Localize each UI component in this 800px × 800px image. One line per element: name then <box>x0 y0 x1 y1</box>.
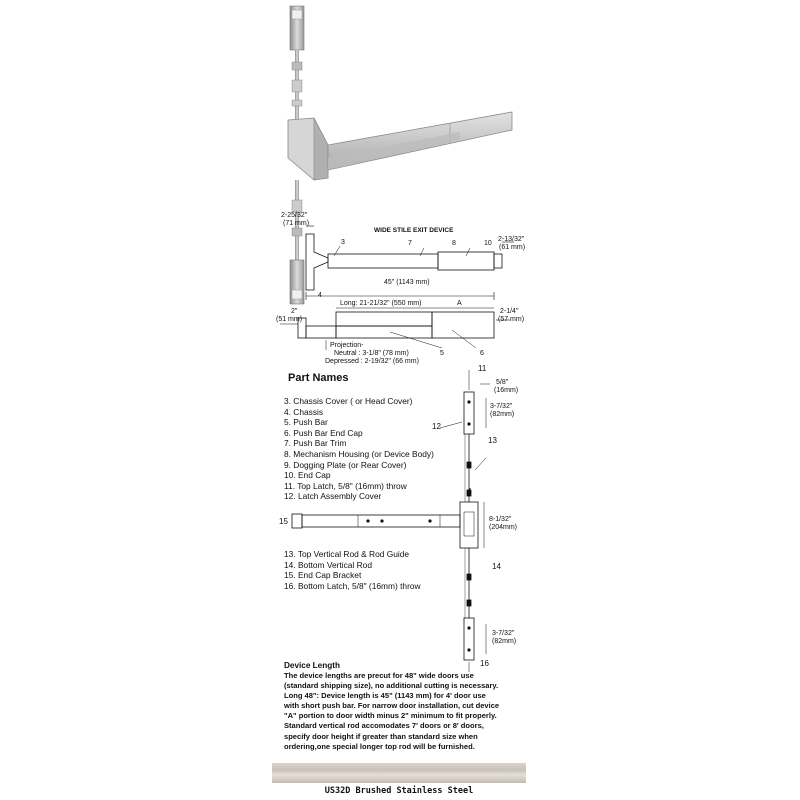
callout-11: 11 <box>478 364 487 373</box>
top-view-dim-left: 2-25/32" <box>281 212 308 219</box>
callout-5: 5 <box>440 350 444 357</box>
part-item: 4. Chassis <box>284 406 324 417</box>
device-length-line: (standard shipping size), no additional cutting is necessary. <box>284 681 499 691</box>
top-view-dim-right: 2-13/32" <box>498 236 525 243</box>
device-length-heading: Device Length <box>284 661 340 670</box>
top-view-dim-left-mm: (71 mm) <box>283 220 310 227</box>
callout-13: 13 <box>488 436 497 445</box>
top-latch-photo <box>290 6 304 50</box>
side-view-dim-long: Long: 21-21/32" (550 mm) <box>340 300 422 307</box>
side-view-dim-right-mm: (57 mm) <box>498 316 525 323</box>
top-view-dim-length: 45" (1143 mm) <box>384 279 430 286</box>
side-view-dim-left-mm: (51 mm) <box>276 316 303 323</box>
part-item: 11. Top Latch, 5/8" (16mm) throw <box>284 480 407 491</box>
exit-device-photo <box>288 112 512 180</box>
top-view-title: WIDE STILE EXIT DEVICE <box>374 227 454 234</box>
dim-throw-top-mm: (16mm) <box>494 387 519 394</box>
finish-swatch <box>272 763 526 783</box>
callout-15: 15 <box>279 517 288 526</box>
finish-label: US32D Brushed Stainless Steel <box>324 786 474 796</box>
callout-16: 16 <box>480 659 489 668</box>
side-view-dim-left: 2" <box>291 308 298 315</box>
part-item: 7. Push Bar Trim <box>284 438 347 449</box>
part-item: 3. Chassis Cover ( or Head Cover) <box>284 396 413 406</box>
part-item: 10. End Cap <box>284 470 331 481</box>
dim-bottom-latch-mm: (82mm) <box>492 638 517 645</box>
part-item: 5. Push Bar <box>284 417 328 428</box>
dim-chassis: 8-1/32" <box>489 516 512 523</box>
dim-top-latch-mm: (82mm) <box>490 411 515 418</box>
dim-chassis-mm: (204mm) <box>489 524 518 531</box>
callout-8: 8 <box>452 240 456 247</box>
callout-4-assembly: 4 <box>467 487 472 496</box>
part-item: 8. Mechanism Housing (or Device Body) <box>284 448 434 459</box>
device-length-line: Standard vertical rod accomodates 7' doors or 8' doors, <box>284 721 484 731</box>
device-length-line: ordering,one special longer top rod will be furnished. <box>284 741 475 751</box>
device-length-line: specify door height if greater than standard size when <box>284 731 478 741</box>
device-length-line: "A" portion to door width minus 2" minimum to fit properly. <box>284 711 497 721</box>
part-item: 15. End Cap Bracket <box>284 570 362 581</box>
callout-7: 7 <box>408 240 412 247</box>
part-names-title: Part Names <box>288 372 349 384</box>
callout-6: 6 <box>480 350 484 357</box>
side-view-dim-right: 2-1/4" <box>500 308 519 315</box>
part-item: 12. Latch Assembly Cover <box>284 491 382 502</box>
dim-throw-top: 5/8" <box>496 379 509 386</box>
dim-bottom-latch: 3-7/32" <box>492 630 515 637</box>
top-view-dim-right-mm: (61 mm) <box>499 244 526 251</box>
callout-14: 14 <box>492 562 501 571</box>
device-length-text <box>284 671 520 752</box>
projection-label: Projection- <box>330 342 364 349</box>
device-length-line: Long 48": Device length is 45" (1143 mm) for 4' door use <box>284 691 486 701</box>
part-item: 6. Push Bar End Cap <box>284 427 363 438</box>
projection-depressed: Depressed : 2-19/32" (66 mm) <box>325 358 419 365</box>
callout-4: 4 <box>318 292 322 299</box>
projection-neutral: Neutral : 3-1/8" (78 mm) <box>334 350 409 357</box>
device-length-line: The device lengths are precut for 48" wide doors use <box>284 671 474 680</box>
callout-10: 10 <box>484 240 492 247</box>
callout-3: 3 <box>341 239 345 246</box>
part-item: 14. Bottom Vertical Rod <box>284 559 372 570</box>
part-item: 16. Bottom Latch, 5/8" (16mm) throw <box>284 580 421 591</box>
side-view-dim-a: A <box>457 300 462 307</box>
device-length-line: with short push bar. For narrow door installation, cut device <box>284 701 500 711</box>
part-item: 13. Top Vertical Rod & Rod Guide <box>284 549 410 559</box>
callout-12: 12 <box>432 422 441 431</box>
part-item: 9. Dogging Plate (or Rear Cover) <box>284 459 407 470</box>
dim-top-latch: 3-7/32" <box>490 403 513 410</box>
